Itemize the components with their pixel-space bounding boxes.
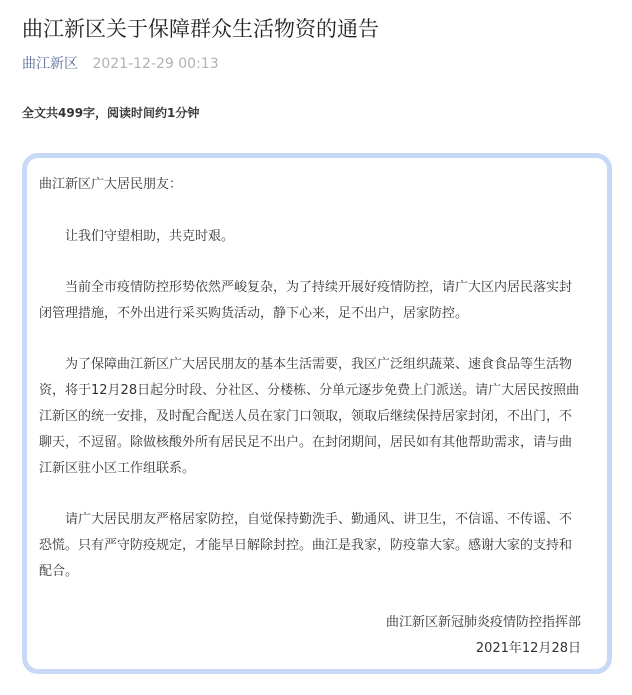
signature-organization: 曲江新区新冠肺炎疫情防控指挥部 — [385, 615, 581, 630]
article-title: 曲江新区关于保障群众生活物资的通告 — [22, 17, 379, 41]
notice-paragraph: 让我们守望相助，共克时艰。 — [65, 229, 235, 244]
signature-date: 2021年12月28日 — [475, 641, 581, 656]
notice-paragraph: 当前全市疫情防控形势依然严峻复杂，为了持续开展好疫情防控，请广大区内居民落实封闭管理措施，不外出进行采买购货活动，静下心来，足不出户，居家防控。 — [39, 280, 573, 321]
notice-card — [22, 153, 612, 674]
notice-paragraph: 请广大居民朋友严格居家防控，自觉保持勤洗手、勤通风、讲卫生，不信谣、不传谣、不恐慌。只有严守防疫规定，才能早日解除封控。曲江是我家，防疫靠大家。感谢大家的支持和配合。 — [39, 512, 573, 579]
article-meta — [22, 54, 219, 74]
notice-paragraph: 为了保障曲江新区广大居民朋友的基本生活需要，我区广泛组织蔬菜、速食食品等生活物资，将于12月28日起分时段、分社区、分楼栋、分单元逐步免费上门派送。请广大居民按照曲江新区的统一安排，及时配合配送人员在家门口领取，领取后继续保持居家封闭，不出门，不聊天，不逗留。除做核酸外所有居民足不出户。在封闭期间，居民如有其他帮助需求，请与曲江新区驻小区工作组联系。 — [39, 357, 580, 476]
account-name-link[interactable]: 曲江新区 — [22, 56, 78, 72]
reading-summary: 全文共499字，阅读时间约1分钟 — [22, 106, 200, 120]
publish-date: 2021-12-29 00:13 — [92, 56, 219, 72]
notice-greeting: 曲江新区广大居民朋友： — [39, 177, 183, 192]
